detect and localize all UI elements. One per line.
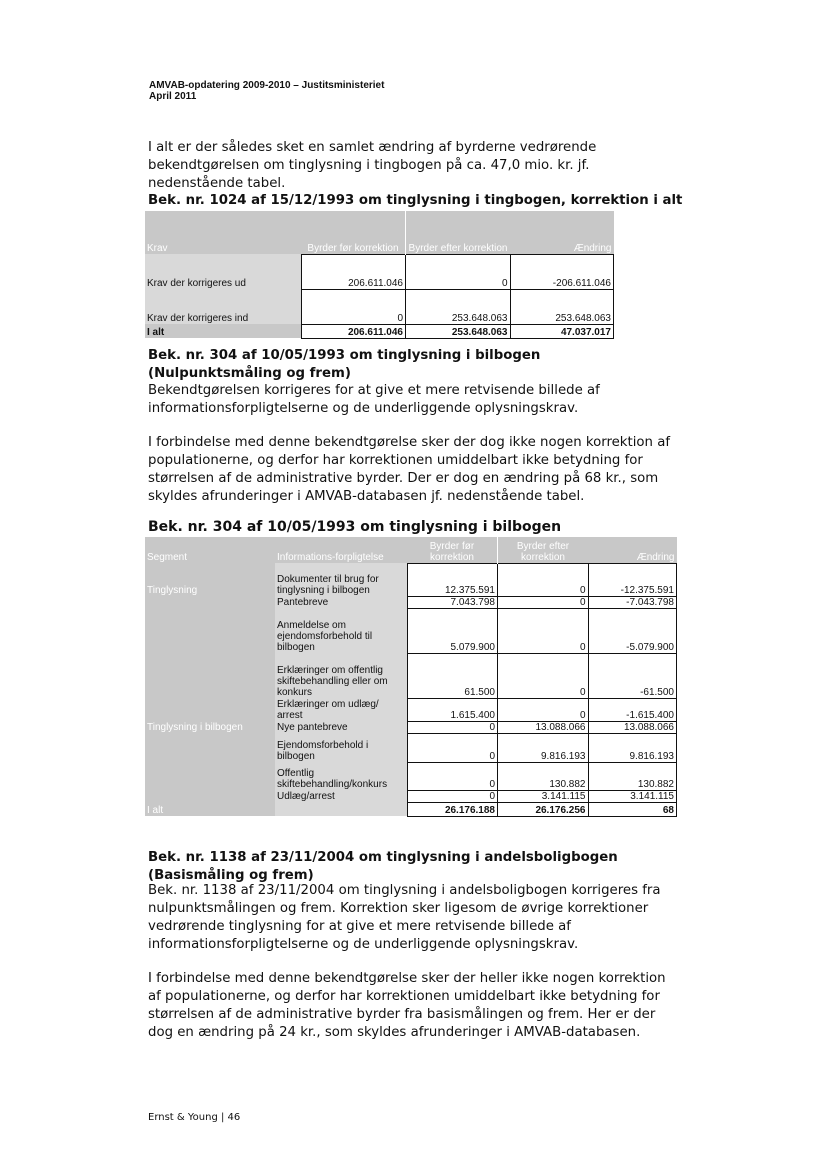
table2-cell: 0	[407, 733, 498, 762]
section2-paragraph1: Bekendtgørelsen korrigeres for at give et mere retvisende billede af informationsforpligtelserne og de underliggende oplysningskrav.	[148, 383, 600, 416]
table2-cell: 0	[407, 762, 498, 790]
table1-cell: 0	[406, 254, 511, 289]
table1	[145, 211, 614, 339]
table2-obligation: Dokumenter til brug for tinglysning i bilbogen	[275, 563, 407, 596]
table2-segment-bilbogen: Tinglysning i bilbogen	[145, 721, 275, 733]
table1-cell: 206.611.046	[301, 254, 406, 289]
table1-cell: 47.037.017	[510, 324, 614, 338]
table2-cell: 13.088.066	[498, 721, 589, 733]
table2-total-obligation	[275, 802, 407, 816]
table2	[145, 537, 677, 817]
table2-header-change: Ændring	[588, 537, 677, 563]
table2-cell: 3.141.115	[498, 790, 589, 802]
table2-obligation: Ejendomsforbehold i bilbogen	[275, 733, 407, 762]
table-row	[145, 762, 677, 790]
section3-paragraph2: I forbindelse med denne bekendtgørelse sker der heller ikke nogen korrektion af populationerne, og derfor har korrektionen umiddelbart ikke betydning for størrelsen af de administrative byrder fra basismålingen og frem. Her er der dog en ændring på 24 kr., som skyldes afrunderinger i AMVAB-databasen.	[148, 971, 666, 1040]
table2-obligation: Nye pantebreve	[275, 721, 407, 733]
document-header	[149, 80, 384, 102]
table2-cell: 3.141.115	[588, 790, 677, 802]
table-row	[145, 733, 677, 762]
table-row	[145, 802, 677, 816]
table2-title: Bek. nr. 304 af 10/05/1993 om tinglysning i bilbogen	[148, 519, 562, 535]
header-title: AMVAB-opdatering 2009-2010 – Justitsministeriet	[149, 80, 385, 91]
table-row	[145, 608, 677, 653]
table1-cell: 253.648.063	[406, 289, 511, 324]
table-row	[145, 790, 677, 802]
table2-cell: 0	[498, 596, 589, 608]
table1-cell: 253.648.063	[406, 324, 511, 338]
table2-obligation: Anmeldelse om ejendomsforbehold til bilbogen	[275, 608, 407, 653]
table1-row-label: Krav der korrigeres ud	[145, 254, 301, 289]
table2-cell: 5.079.900	[407, 608, 498, 653]
table-row	[145, 289, 614, 324]
table2-segment-tinglysning: Tinglysning	[145, 563, 275, 596]
section2-paragraph2: I forbindelse med denne bekendtgørelse sker der dog ikke nogen korrektion af populationerne, og derfor har korrektionen umiddelbart ikke betydning for størrelsen af de administrative byrder. Der er dog en ændring på 68 kr., som skyldes afrunderinger i AMVAB-databasen jf. nedenstående tabel.	[148, 435, 671, 504]
table2-cell: 130.882	[498, 762, 589, 790]
table2-header-before: Byrder før korrektion	[407, 537, 498, 563]
table2-cell: 130.882	[588, 762, 677, 790]
table2-cell: 9.816.193	[588, 733, 677, 762]
table2-total-cell: 26.176.256	[498, 802, 589, 816]
table2-cell: 1.615.400	[407, 698, 498, 721]
table2-obligation: Erklæringer om udlæg/ arrest	[275, 698, 407, 721]
table2-obligation: Erklæringer om offentlig skiftebehandling eller om konkurs	[275, 653, 407, 698]
table1-cell: 253.648.063	[510, 289, 614, 324]
table1-header-before: Byrder før korrektion	[301, 211, 406, 254]
table2-cell: 0	[498, 653, 589, 698]
table2-cell: -1.615.400	[588, 698, 677, 721]
section3-heading: Bek. nr. 1138 af 23/11/2004 om tinglysning i andelsboligbogen (Basismåling og frem)	[148, 850, 618, 883]
table2-header-obligation: Informations-forpligtelse	[275, 537, 407, 563]
table2-cell: 0	[498, 608, 589, 653]
table-row	[145, 596, 677, 608]
table1-cell: -206.611.046	[510, 254, 614, 289]
table-row	[145, 563, 677, 596]
table2-cell: -12.375.591	[588, 563, 677, 596]
table2-total-cell: 68	[588, 802, 677, 816]
table2-total-cell: 26.176.188	[407, 802, 498, 816]
table1-cell: 0	[301, 289, 406, 324]
table2-header-row	[145, 537, 677, 563]
table1-total-label: I alt	[145, 324, 301, 338]
table2-cell: 9.816.193	[498, 733, 589, 762]
table2-cell: -61.500	[588, 653, 677, 698]
table-row	[145, 324, 614, 338]
table1-header-krav: Krav	[145, 211, 301, 254]
table2-cell: 12.375.591	[407, 563, 498, 596]
header-date: April 2011	[149, 91, 197, 102]
table-row	[145, 721, 677, 733]
table2-segment-total: I alt	[145, 802, 275, 816]
table1-row-label: Krav der korrigeres ind	[145, 289, 301, 324]
page-footer: Ernst & Young | 46	[148, 1112, 241, 1123]
table2-cell: 0	[498, 698, 589, 721]
table1-header-row	[145, 211, 614, 254]
table2-cell: -5.079.900	[588, 608, 677, 653]
table1-header-change: Ændring	[510, 211, 614, 254]
table2-cell: 61.500	[407, 653, 498, 698]
table-row	[145, 254, 614, 289]
table2-cell: 0	[498, 563, 589, 596]
table2-obligation: Udlæg/arrest	[275, 790, 407, 802]
table1-cell: 206.611.046	[301, 324, 406, 338]
table1-title: Bek. nr. 1024 af 15/12/1993 om tinglysning i tingbogen, korrektion i alt	[148, 193, 683, 208]
section2-heading: Bek. nr. 304 af 10/05/1993 om tinglysning i bilbogen (Nulpunktsmåling og frem)	[148, 348, 541, 381]
table-row	[145, 653, 677, 698]
table2-cell: -7.043.798	[588, 596, 677, 608]
table2-header-after: Byrder efter korrektion	[498, 537, 589, 563]
table-row	[145, 698, 677, 721]
table2-cell: 0	[407, 721, 498, 733]
table2-cell: 0	[407, 790, 498, 802]
table2-cell: 7.043.798	[407, 596, 498, 608]
table2-cell: 13.088.066	[588, 721, 677, 733]
table2-obligation: Offentlig skiftebehandling/konkurs	[275, 762, 407, 790]
intro-paragraph: I alt er der således sket en samlet ændring af byrderne vedrørende bekendtgørelsen om tinglysning i tingbogen på ca. 47,0 mio. kr. jf. nedenstående tabel.	[148, 140, 597, 191]
table1-header-after: Byrder efter korrektion	[406, 211, 511, 254]
table2-header-segment: Segment	[145, 537, 275, 563]
table2-obligation: Pantebreve	[275, 596, 407, 608]
section3-paragraph1: Bek. nr. 1138 af 23/11/2004 om tinglysning i andelsboligbogen korrigeres fra nulpunktsmålingen og frem. Korrektion sker ligesom de øvrige korrektioner vedrørende tinglysning for at give et mere retvisende billede af informationsforpligtelserne og de underliggende oplysningskrav.	[148, 883, 661, 952]
